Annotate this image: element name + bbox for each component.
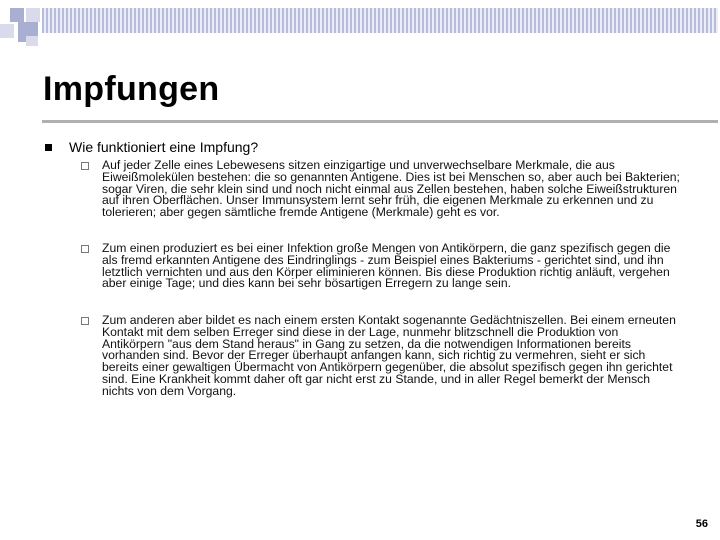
deco-square (26, 36, 38, 46)
title-divider (42, 120, 718, 123)
bullet-text: Wie funktioniert eine Impfung? (69, 139, 259, 155)
hollow-square-bullet-icon (81, 162, 89, 170)
page-number: 56 (695, 518, 708, 530)
square-bullet-icon (45, 144, 52, 151)
sub-bullet-text: Auf jeder Zelle eines Lebewesens sitzen einzigartige und unverwechselbare Merkmale, die aus Eiweißmolekülen bestehen: die so genannten Antigene. Dies ist bei Menschen so, aber auch bei Bakterien; sogar Viren, die sehr klein sind und noch nicht einmal aus Zellen bestehen, haben solche Eiweißstrukturen auf ihren Oberflächen. Unser Immunsystem lernt sehr früh, die eigenen Merkmale zu erkennen und zu tolerieren; aber gegen sämtliche fremde Antigene (Merkmale) geht es vor. (102, 158, 680, 220)
deco-square (10, 8, 24, 22)
hollow-square-bullet-icon (81, 245, 89, 253)
stripe-segment (716, 8, 718, 33)
sub-bullet-text: Zum einen produziert es bei einer Infektion große Mengen von Antikörpern, die ganz spezifisch gegen die als fremd erkannten Antigene des Eindringlings - zum Beispiel eines Bakteriums - gerichtet sind, und ihn letztlich vernichten und aus den Körper eliminieren können. Bis diese Produktion richtig anläuft, vergehen aber einige Tage; und dies kann bei sehr bösartigen Erregern zu lange sein. (102, 241, 671, 291)
header-stripe-bar (42, 8, 718, 33)
sub-bullet-text: Zum anderen aber bildet es nach einem ersten Kontakt sogenannte Gedächtniszellen. Bei einem erneuten Kontakt mit dem selben Erreger sind diese in der Lage, nunmehr blitzschnell die Produktion von Antikörpern "aus dem Stand heraus" in Gang zu setzen, da die notwendigen Informationen bereits vorhanden sind. Bevor der Erreger überhaupt anfangen kann, sich richtig zu vermehren, sieht er sich bereits einer gewaltigen Übermacht von Antikörpern gegenüber, die absolut spezifisch gegen ihn gerichtet sind. Eine Krankheit kommt daher oft gar nicht erst zu Stande, und in aller Regel bemerkt der Mensch nichts von dem Vorgang. (102, 313, 676, 398)
slide-title: Impfungen (43, 70, 220, 108)
deco-square (0, 24, 14, 38)
hollow-square-bullet-icon (81, 317, 89, 325)
deco-square (26, 8, 40, 22)
